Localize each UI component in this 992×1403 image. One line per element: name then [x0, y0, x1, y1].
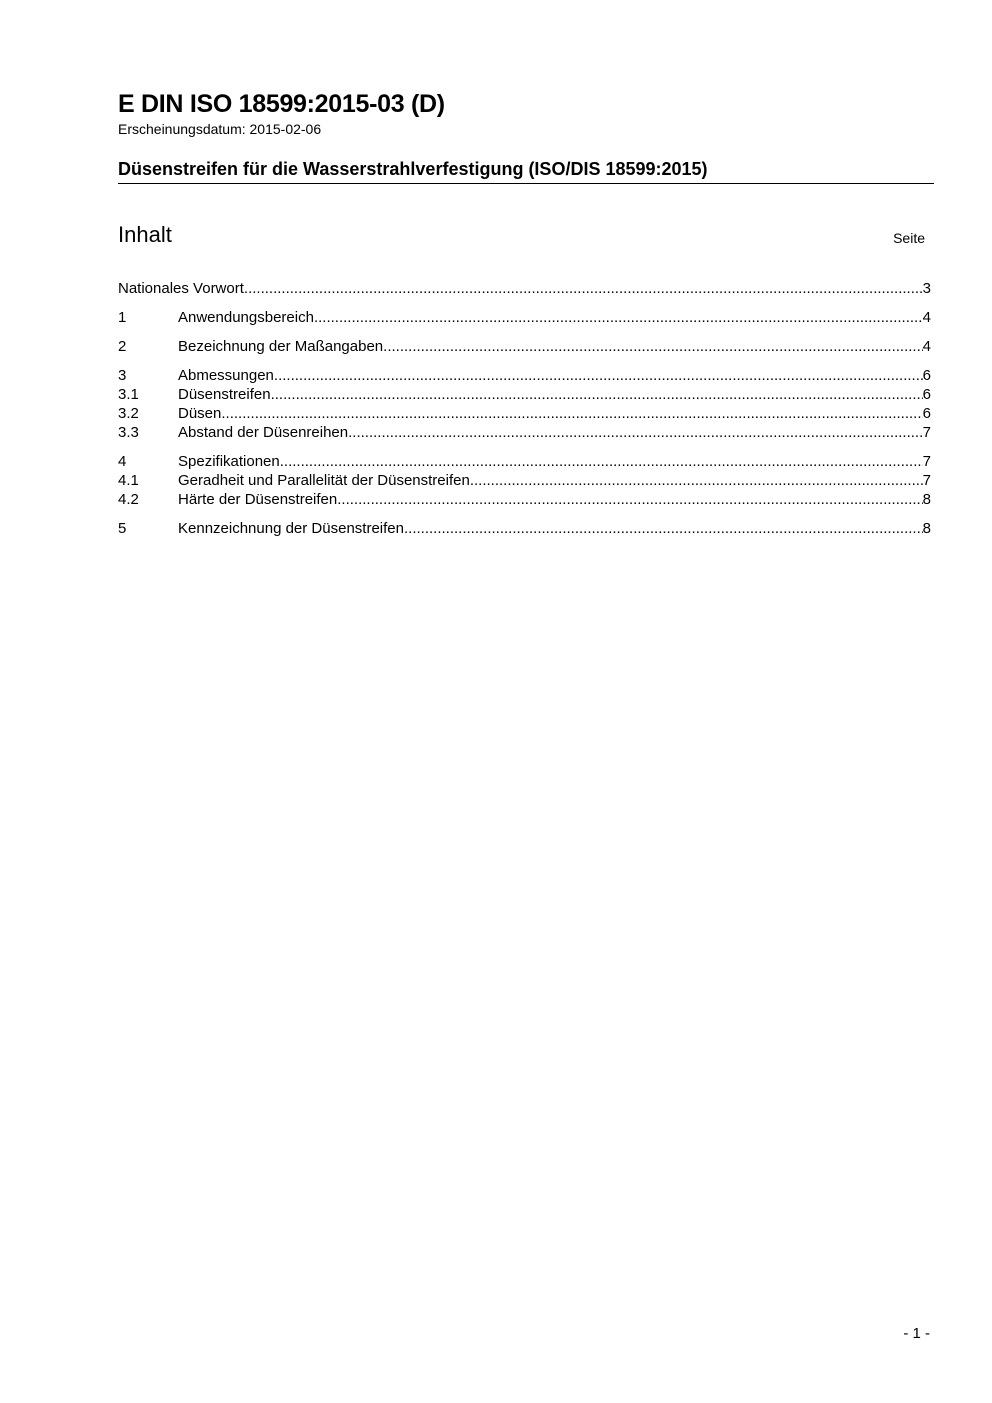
toc-entry-page: 7 [922, 453, 931, 470]
toc-entry-page: 6 [922, 405, 931, 422]
toc-entry-number: 4.1 [118, 472, 139, 489]
toc-entry-number: 3.3 [118, 424, 139, 441]
title-divider [118, 183, 934, 184]
toc-entry-title: Spezifikationen [178, 453, 280, 470]
toc-entry[interactable] [118, 471, 931, 490]
toc-dot-leader [274, 366, 923, 385]
toc-entry-title: Bezeichnung der Maßangaben [178, 338, 384, 355]
toc-entry-page: 7 [922, 424, 931, 441]
toc-dot-leader [221, 404, 922, 423]
toc-entry-title: Anwendungsbereich [178, 309, 314, 326]
toc-entry-title: Härte der Düsenstreifen [178, 491, 338, 508]
toc-dot-leader [314, 308, 923, 327]
toc-entry-page: 4 [922, 338, 931, 355]
toc-entry-number: 5 [118, 520, 127, 537]
toc-entry[interactable] [118, 308, 931, 327]
toc-entry-number: 2 [118, 338, 127, 355]
page-number: - 1 - [903, 1325, 930, 1342]
toc-entry-page: 3 [922, 280, 931, 297]
toc-entry-title: Nationales Vorwort [118, 280, 244, 297]
document-title: E DIN ISO 18599:2015-03 (D) [118, 90, 445, 118]
toc-entry[interactable] [118, 385, 931, 404]
toc-heading: Inhalt [118, 222, 172, 247]
toc-entry-number: 3.1 [118, 386, 139, 403]
publication-date: Erscheinungsdatum: 2015-02-06 [118, 121, 322, 137]
toc-entry-title: Abmessungen [178, 367, 274, 384]
toc-entry-title: Kennzeichnung der Düsenstreifen [178, 520, 404, 537]
toc-entry-number: 4.2 [118, 491, 139, 508]
toc-entry-number: 1 [118, 309, 127, 326]
document-subtitle: Düsenstreifen für die Wasserstrahlverfestigung (ISO/DIS 18599:2015) [118, 159, 708, 179]
toc-dot-leader [337, 490, 922, 509]
toc-entry-title: Düsenstreifen [178, 386, 271, 403]
toc-entry-page: 6 [922, 367, 931, 384]
toc-entry-page: 8 [922, 520, 931, 537]
toc-entry[interactable] [118, 423, 931, 442]
toc-entry-number: 3.2 [118, 405, 139, 422]
toc-entry-title: Düsen [178, 405, 222, 422]
toc-entry-page: 8 [922, 491, 931, 508]
toc-dot-leader [280, 452, 923, 471]
toc-entry[interactable] [118, 490, 931, 509]
toc-dot-leader [383, 337, 923, 356]
toc-dot-leader [271, 385, 923, 404]
toc-dot-leader [470, 471, 923, 490]
toc-entry[interactable] [118, 404, 931, 423]
toc-dot-leader [348, 423, 923, 442]
toc-entry[interactable] [118, 366, 931, 385]
toc-entry-page: 4 [922, 309, 931, 326]
toc-entry[interactable] [118, 279, 931, 298]
toc-entry-page: 7 [922, 472, 931, 489]
toc-entry[interactable] [118, 519, 931, 538]
toc-entry[interactable] [118, 337, 931, 356]
toc-entry-number: 4 [118, 453, 127, 470]
toc-page-label: Seite [893, 230, 925, 246]
toc-entry-title: Geradheit und Parallelität der Düsenstreifen [178, 472, 470, 489]
toc-dot-leader [404, 519, 923, 538]
toc-entry[interactable] [118, 452, 931, 471]
toc-entry-title: Abstand der Düsenreihen [178, 424, 349, 441]
toc-entry-number: 3 [118, 367, 127, 384]
toc-dot-leader [244, 279, 923, 298]
toc-entry-page: 6 [922, 386, 931, 403]
